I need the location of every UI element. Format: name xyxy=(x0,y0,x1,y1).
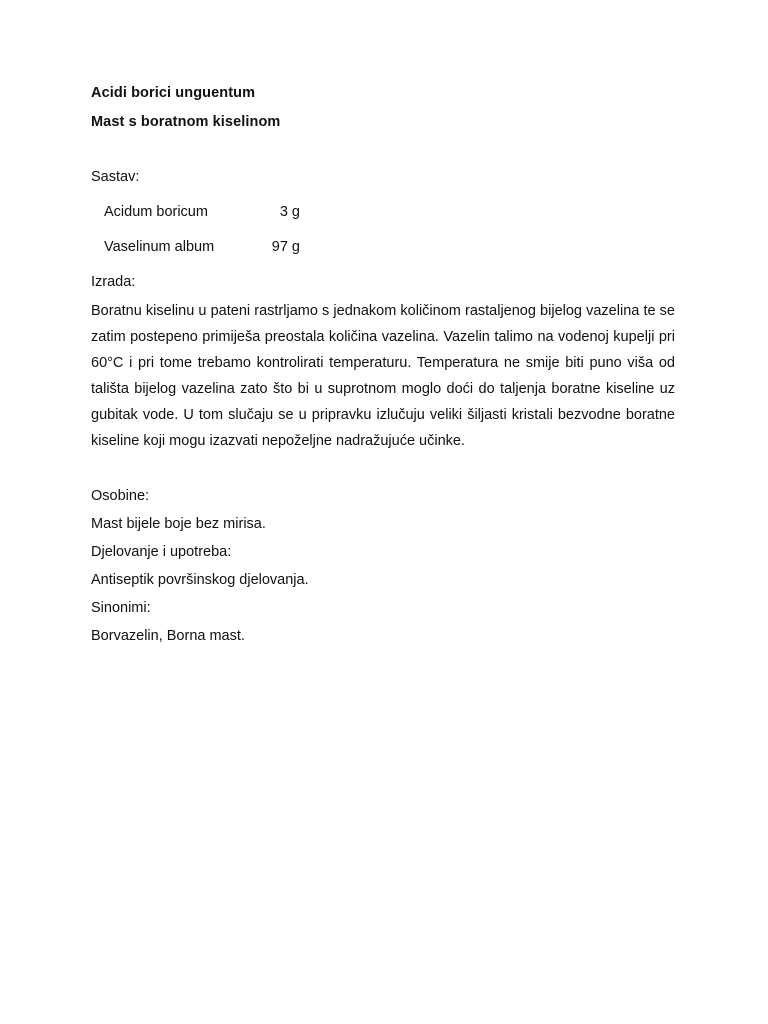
properties-text: Mast bijele boje bez mirisa. xyxy=(91,516,266,532)
preparation-label: Izrada: xyxy=(91,274,136,290)
action-label: Djelovanje i upotreba: xyxy=(91,544,232,560)
ingredient-name: Acidum boricum xyxy=(104,204,208,220)
title-latin: Acidi borici unguentum xyxy=(91,85,256,101)
preparation-text: Boratnu kiselinu u pateni rastrljamo s jednakom količinom rastaljenog bijelog vazelina te se zatim postepeno primiješa preostala količina vazelina. Vazelin talimo na vodenoj kupelji pri 60°C i pri tome trebamo kontrolirati temperaturu. Temperatura ne smije biti puno viša od tališta bijelog vazelina zato što bi u suprotnom moglo doći do taljenja boratne kiseline uz gubitak vode. U tom slučaju se u pripravku izlučuju veliki šiljasti kristali bezvodne boratne kiseline koji mogu izazvati nepoželjne nadražujuće učinke. xyxy=(91,303,675,449)
title-local: Mast s boratnom kiselinom xyxy=(91,114,281,130)
action-text: Antiseptik površinskog djelovanja. xyxy=(91,572,309,588)
properties-label: Osobine: xyxy=(91,488,150,504)
synonyms-label: Sinonimi: xyxy=(91,600,151,616)
synonyms-text: Borvazelin, Borna mast. xyxy=(91,628,245,644)
ingredient-amount: 3 g xyxy=(279,204,300,220)
ingredient-amount: 97 g xyxy=(271,239,300,255)
ingredient-name: Vaselinum album xyxy=(104,239,215,255)
composition-label: Sastav: xyxy=(91,169,140,185)
